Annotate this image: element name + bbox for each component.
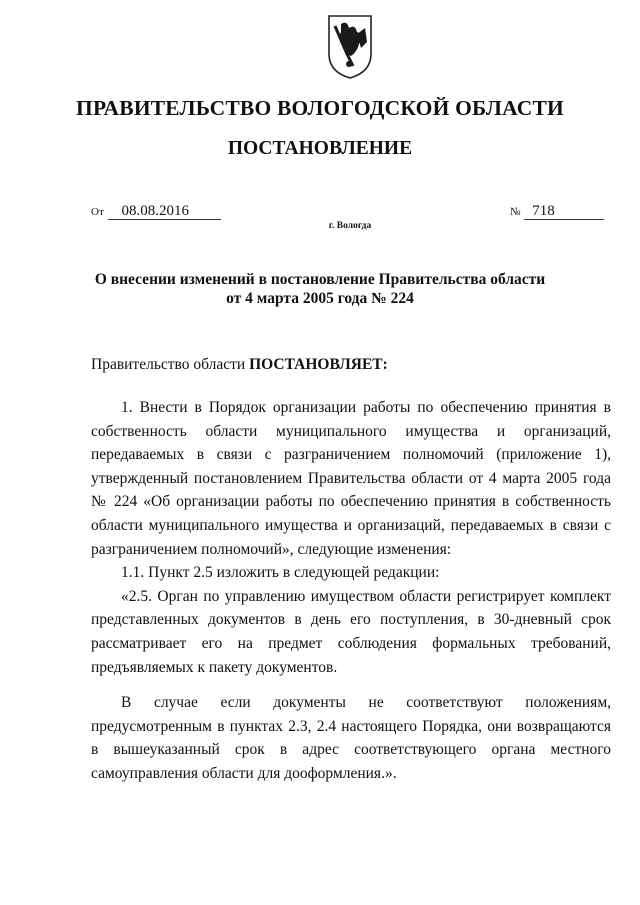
date-value: 08.08.2016 [108,204,221,220]
paragraph-2: 1.1. Пункт 2.5 изложить в следующей редакции: [121,564,440,582]
preamble [91,356,388,374]
preamble-decree: ПОСТАНОВЛЯЕТ: [249,356,388,373]
paragraph-1: 1. Внести в Порядок организации работы по обеспечению принятия в собственность области муниципального имущества и организаций, передаваемых в связи с разграничением полномочий (приложение 1), утвержденный постановлением Правительства области от 4 марта 2005 года № 224 «Об организации работы по обеспечению принятия в собственность области муниципального имущества и организаций, передаваемых в связи с разграничением полномочий», следующие изменения: [91,399,611,558]
document-body [91,396,611,786]
number-value: 718 [524,204,604,220]
document-number [510,203,604,220]
date-prefix: От [91,206,104,218]
document-subject [0,270,640,308]
subject-line-1: О внесении изменений в постановление Правительства области [94,271,546,288]
government-title: ПРАВИТЕЛЬСТВО ВОЛОГОДСКОЙ ОБЛАСТИ [76,96,564,120]
paragraph-3: «2.5. Орган по управлению имуществом области регистрирует комплект представленных документов в день его поступления, в 30-дневный срок рассматривает его на предмет соблюдения формальных требований, предъявляемых к пакету документов. [91,587,611,676]
paragraph-4: В случае если документы не соответствуют положениям, предусмотренным в пунктах 2.3, 2.4 настоящего Порядка, они возвращаются в вышеуказанный срок в адрес соответствующего органа местного самоуправления области для дооформления.». [91,694,611,782]
coat-of-arms-icon [327,14,373,80]
preamble-text: Правительство области [91,356,250,373]
document-type: ПОСТАНОВЛЕНИЕ [227,138,413,159]
document-date [91,203,221,220]
city: г. Вологда [328,221,372,231]
subject-line-2: от 4 марта 2005 года № 224 [226,290,414,307]
number-prefix: № [510,206,521,218]
